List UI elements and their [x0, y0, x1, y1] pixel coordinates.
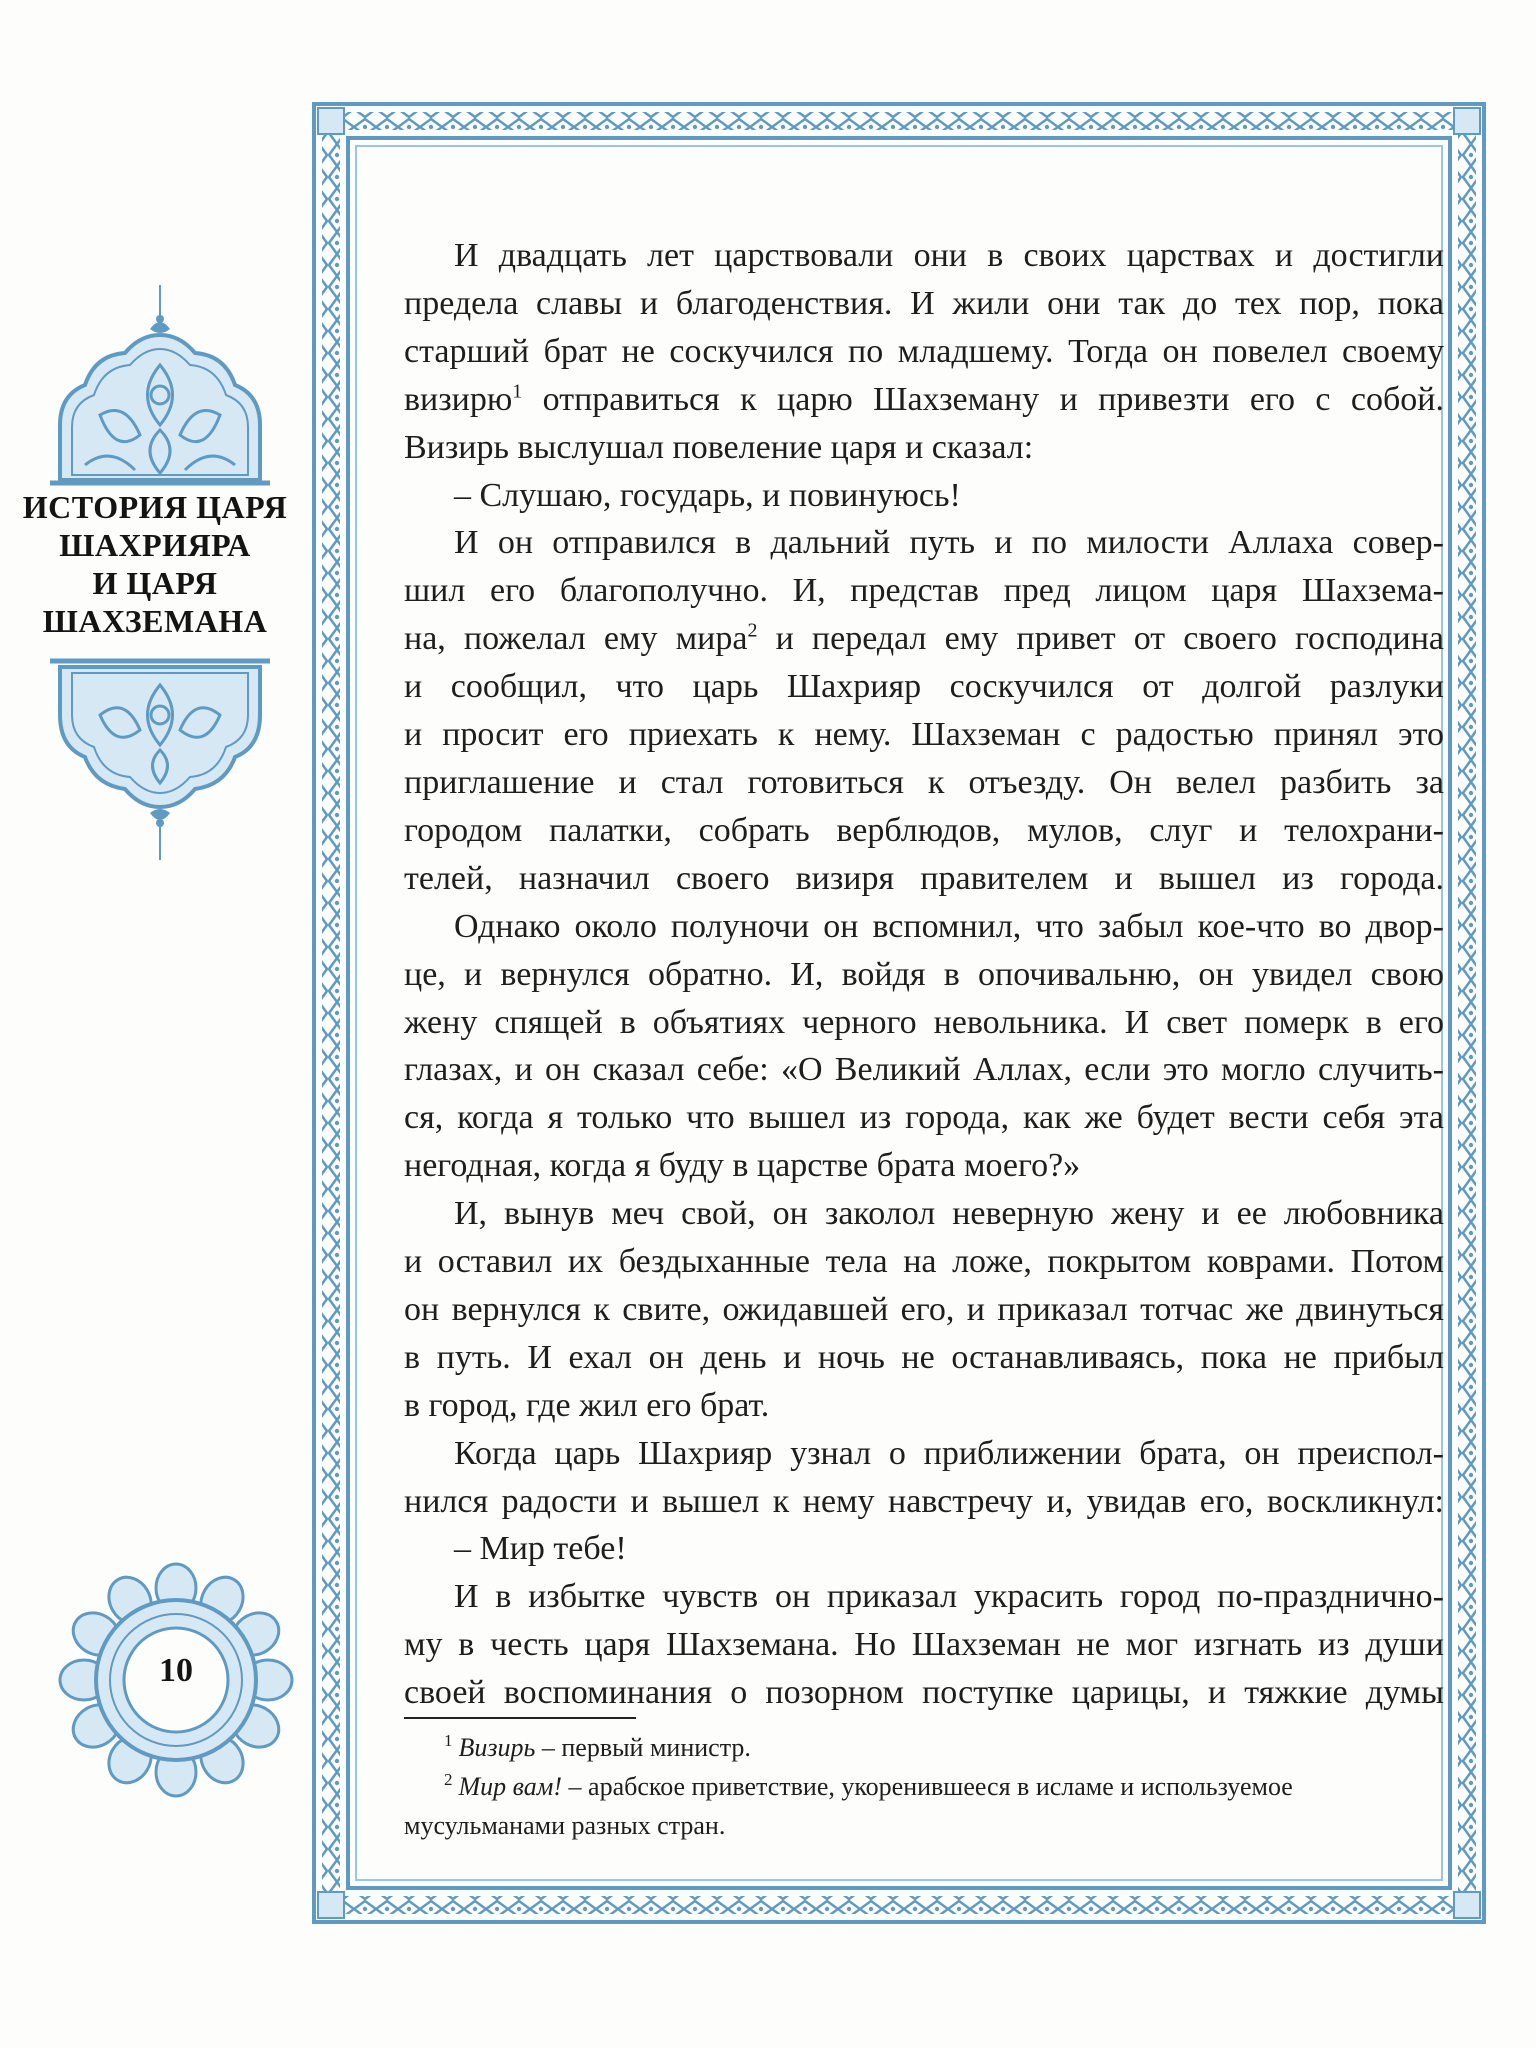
main-text [404, 232, 1444, 1717]
text-line: му в честь царя Шахземана. Но Шахземан не мог изгнать из души [404, 1626, 1444, 1664]
text-line: в город, где жил его брат. [404, 1386, 770, 1424]
text-line: предела славы и благоденствия. И жили они так до тех пор, пока [404, 284, 1444, 322]
footnote-number: 1 [444, 1731, 453, 1751]
text-line: своей воспоминания о позорном поступке царицы, и тяжкие думы [404, 1674, 1444, 1712]
text-fragment: отправиться к царю Шахземану и привезти его с собой. [522, 380, 1444, 418]
text-line: он вернулся к свите, ожидавшей его, и приказал тотчас же двинуться [404, 1290, 1444, 1328]
text-line: старший брат не соскучился по младшему. Тогда он повелел своему [404, 332, 1444, 370]
text-line: и сообщил, что царь Шахрияр соскучился от долгой разлуки [404, 668, 1444, 706]
footnote-ref-2[interactable]: 2 [747, 619, 758, 642]
text-line: негодная, когда я буду в царстве брата моего?» [404, 1147, 1081, 1185]
text-line: шил его благополучно. И, представ пред лицом царя Шахзема- [404, 572, 1444, 610]
bottom-arabesque-ornament [40, 655, 280, 865]
paragraph [404, 1190, 1444, 1430]
text-line [404, 376, 1444, 424]
text-fragment: на, пожелал ему мира [404, 620, 748, 658]
sidebar-title-line: И ЦАРЯ [92, 565, 218, 601]
sidebar-title-line: ИСТОРИЯ ЦАРЯ [22, 489, 288, 525]
footnote-text: – первый министр. [535, 1733, 751, 1762]
text-line: И, вынув меч свой, он заколол неверную жену и ее любовника [454, 1195, 1444, 1233]
dialogue-line: – Мир тебе! [454, 1530, 627, 1568]
text-line: це, и вернулся обратно. И, войдя в опочивальню, он увидел свою [404, 955, 1444, 993]
top-arabesque-ornament [40, 285, 280, 490]
footnote-2 [404, 1767, 1444, 1845]
sidebar-title-line: ШАХЗЕМАНА [42, 603, 268, 639]
footnote-divider [404, 1717, 636, 1719]
footnote-text: – арабское приветствие, укоренившееся в исламе и используемое мусульманами разных стран. [404, 1772, 1293, 1840]
text-line: ся, когда я только что вышел из города, как же будет вести себя эта [404, 1099, 1444, 1137]
dialogue-line: – Слушаю, государь, и повинуюсь! [454, 476, 961, 514]
footnotes [404, 1728, 1444, 1845]
text-line: И он отправился в дальний путь и по милости Аллаха совер- [454, 524, 1444, 562]
sidebar-title-line: ШАХРИЯРА [59, 527, 251, 563]
text-line: телей, назначил своего визиря правителем и вышел из города. [404, 859, 1444, 897]
sidebar-chapter-title [20, 488, 290, 640]
footnote-term: Мир вам! [458, 1772, 563, 1801]
text-line [404, 615, 1444, 663]
text-line: жену спящей в объятиях черного невольника. И свет померк в его [404, 1003, 1444, 1041]
paragraph [404, 519, 1444, 902]
footnote-number: 2 [444, 1770, 453, 1790]
paragraph [404, 1430, 1444, 1526]
text-line: Однако около полуночи он вспомнил, что забыл кое-что во двор- [454, 907, 1444, 945]
sidebar [0, 0, 310, 2048]
text-line: городом палатки, собрать верблюдов, мулов, слуг и телохрани- [404, 811, 1444, 849]
footnote-1 [404, 1728, 1444, 1767]
text-line: и оставил их бездыханные тела на ложе, покрытом коврами. Потом [404, 1243, 1444, 1281]
text-line: И двадцать лет царствовали они в своих царствах и достигли [454, 237, 1444, 274]
page-number: 10 [159, 1652, 193, 1689]
text-line: Когда царь Шахрияр узнал о приближении брата, он преиспол- [454, 1434, 1444, 1472]
footnote-term: Визирь [458, 1733, 536, 1762]
text-fragment: визирю [404, 380, 513, 418]
text-line: в путь. И ехал он день и ночь не останавливаясь, пока не прибыл [404, 1338, 1444, 1376]
paragraph [404, 903, 1444, 1190]
paragraph [404, 1573, 1444, 1717]
text-line: И в избытке чувств он приказал украсить город по-празднично- [454, 1578, 1444, 1616]
text-line: Визирь выслушал повеление царя и сказал: [404, 428, 1034, 466]
text-fragment: и передал ему привет от своего господина [757, 620, 1444, 658]
footnote-ref-1[interactable]: 1 [512, 380, 523, 403]
text-line: глазах, и он сказал себе: «О Великий Аллах, если это могло случить- [404, 1051, 1444, 1089]
paragraph [404, 232, 1444, 472]
text-line: приглашение и стал готовиться к отъезду. Он велел разбить за [404, 763, 1444, 801]
text-line: нился радости и вышел к нему навстречу и, увидав его, воскликнул: [404, 1482, 1444, 1520]
text-line: и просит его приехать к нему. Шахземан с радостью принял это [404, 716, 1444, 754]
